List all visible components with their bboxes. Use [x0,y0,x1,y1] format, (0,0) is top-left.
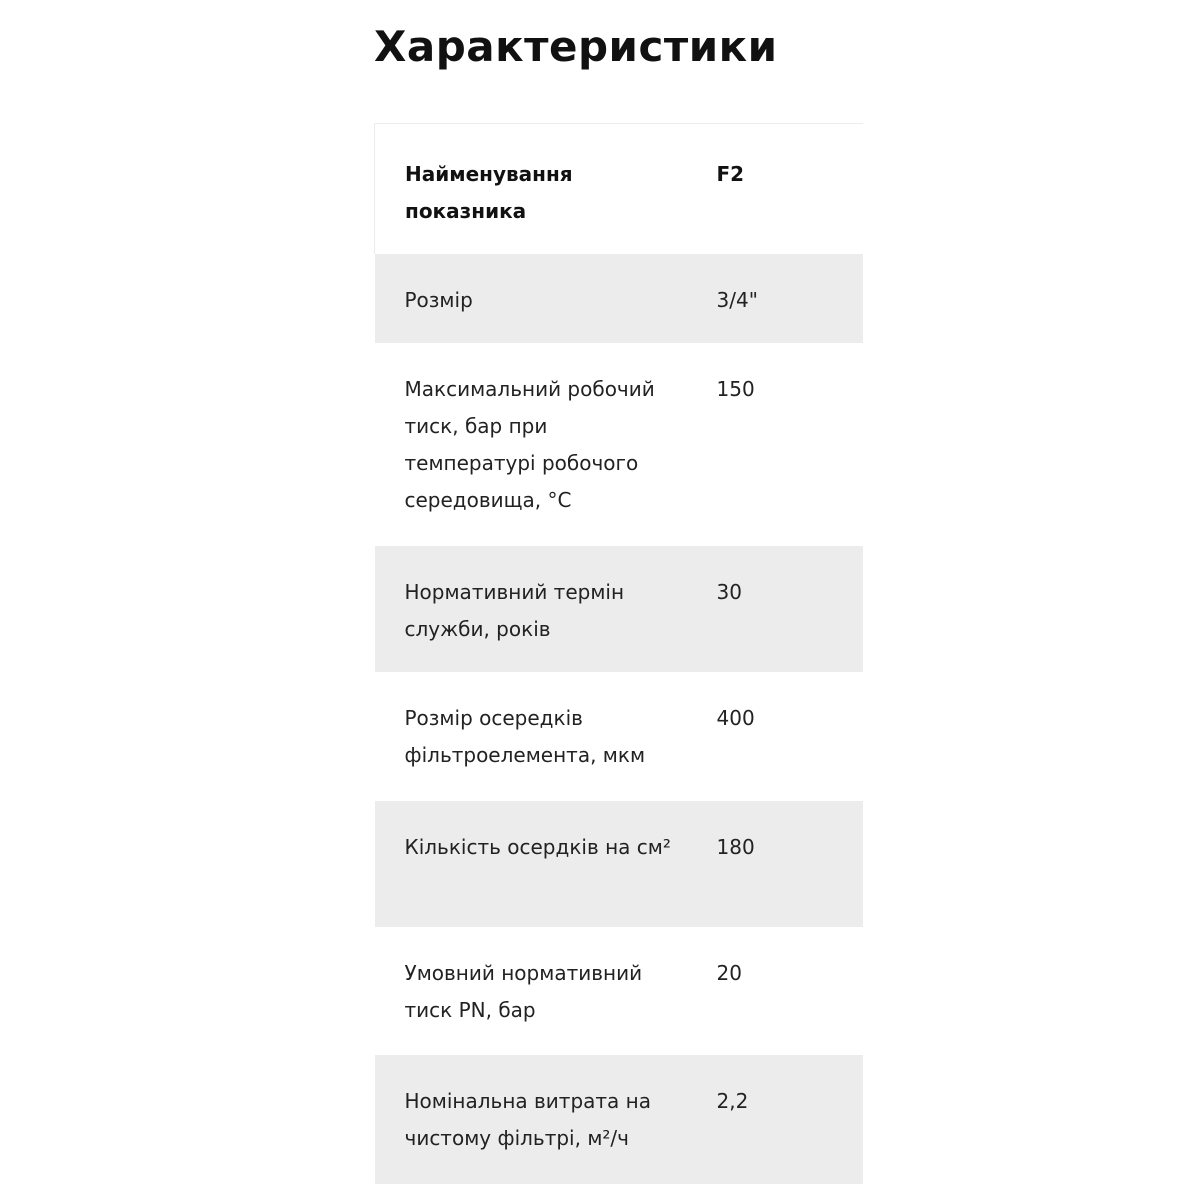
row-value: 3/4" [716,288,758,312]
row-name: Кількість осердків на см² [404,835,671,859]
row-name: Умовний нормативний тиск PN, бар [404,961,643,1022]
table-row [375,672,863,801]
table-row [375,546,863,672]
row-value: 20 [716,961,742,985]
table-row [375,927,863,1055]
row-name: Розмір осередків фільтроелемента, мкм [404,706,646,767]
column-header-name: Найменування показника [405,162,573,223]
row-value: 2,2 [716,1089,749,1113]
table-row [375,254,863,343]
row-name: Розмір [404,288,473,312]
table-header-row [375,124,863,255]
page-title: Характеристики [374,22,778,71]
row-value: 150 [716,377,755,401]
row-value: 400 [716,706,755,730]
specifications-table [374,123,863,1184]
column-header-model: F2 [716,162,745,186]
row-value: 30 [716,580,742,604]
row-value: 180 [716,835,755,859]
table-row [375,343,863,546]
row-name: Нормативний термін служби, років [404,580,625,641]
table-row [375,1055,863,1184]
row-name: Номінальна витрата на чистому фільтрі, м²/ч [404,1089,651,1150]
table-row [375,801,863,927]
row-name: Максимальний робочий тиск, бар при температурі робочого середовища, °С [404,377,655,512]
